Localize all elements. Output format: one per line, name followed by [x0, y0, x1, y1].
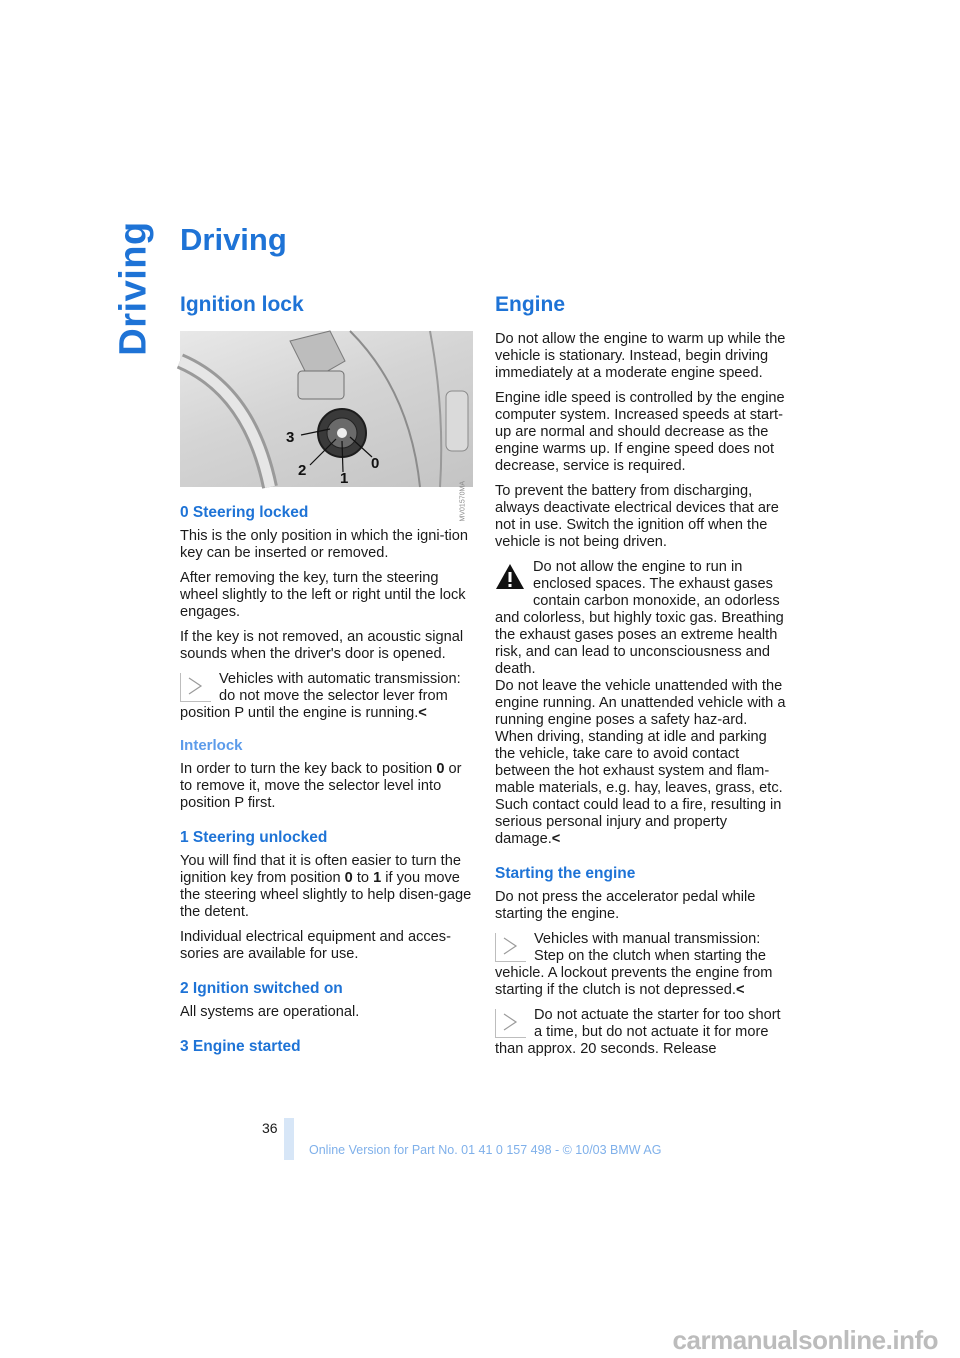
- note-arrow-icon: [495, 933, 526, 962]
- engine-started-heading: 3 Engine started: [180, 1038, 301, 1055]
- warning-text-2: Do not leave the vehicle unattended with the engine running. An unattended vehicle with a running engine poses a safety haz-ard.: [495, 678, 786, 728]
- watermark: carmanualsonline.info: [672, 1325, 938, 1355]
- side-section-title-text: Driving: [112, 220, 155, 356]
- side-section-title: [112, 220, 156, 356]
- left-column: [180, 291, 472, 1062]
- engine-text-3: To prevent the battery from discharging, always deactivate electrical devices that are not in use. Switch the ignition off when the vehicle is not being driven.: [495, 483, 779, 550]
- warning-text-1: Do not allow the engine to run in enclosed spaces. The exhaust gases contain carbon monoxide, an odorless and colorless, but highly toxic gas. Breathing the exhaust gases poses an extreme health risk, and can lead to unconsciousness and death.: [495, 559, 784, 677]
- starting-engine-heading: Starting the engine: [495, 865, 636, 882]
- engine-text-2: Engine idle speed is controlled by the engine computer system. Increased speeds at start-up are normal and should decrease as the engine warms up. If engine speed does not decrease, service is required.: [495, 390, 785, 474]
- note-arrow-icon: [495, 1009, 526, 1038]
- page-number: 36: [262, 1120, 278, 1136]
- ignition-lock-heading: Ignition lock: [180, 293, 304, 316]
- steering-locked-text-3: If the key is not removed, an acoustic signal sounds when the driver's door is opened.: [180, 629, 464, 662]
- starter-note-text: Do not actuate the starter for too short a time, but do not actuate it for more than approx. 20 seconds. Release: [495, 1007, 781, 1057]
- steering-unlocked-text-2: Individual electrical equipment and acces-sories are available for use.: [180, 929, 451, 962]
- warning-triangle-icon: [495, 563, 525, 593]
- footer-text: Online Version for Part No. 01 41 0 157 498 - © 10/03 BMW AG: [309, 1143, 662, 1157]
- automatic-transmission-note-text: Vehicles with automatic transmission: do not move the selector lever from position P until the engine is running.: [180, 671, 461, 721]
- ignition-lock-illustration: [180, 331, 473, 487]
- steering-locked-text-1: This is the only position in which the igni-tion key can be inserted or removed.: [180, 528, 468, 561]
- figure-label-2: 2: [298, 462, 307, 479]
- manual-transmission-note: [495, 931, 787, 999]
- steering-unlocked-heading: 1 Steering unlocked: [180, 829, 328, 846]
- ignition-on-text: All systems are operational.: [180, 1004, 360, 1020]
- page-title: Driving: [180, 222, 287, 257]
- end-mark: <: [735, 982, 745, 998]
- interlock-text: In order to turn the key back to position 0 or to remove it, move the selector level into position P first.: [180, 761, 462, 811]
- figure-label-3: 3: [286, 429, 295, 446]
- end-mark: <: [418, 705, 427, 721]
- starting-engine-text: Do not press the accelerator pedal while starting the engine.: [495, 889, 756, 922]
- manual-transmission-note-text: Vehicles with manual transmission: Step on the clutch when starting the vehicle. A lockout prevents the engine from starting if the clutch is not depressed.: [495, 931, 773, 998]
- engine-text-1: Do not allow the engine to warm up while the vehicle is stationary. Instead, begin driving immediately at a moderate engine speed.: [495, 331, 786, 381]
- figure-label-1: 1: [340, 470, 349, 487]
- steering-locked-text-2: After removing the key, turn the steering wheel slightly to the left or right until the lock engages.: [180, 570, 466, 620]
- steering-unlocked-text-1: You will find that it is often easier to turn the ignition key from position 0 to 1 if you move the steering wheel slightly to help disen-gage the detent.: [180, 853, 472, 920]
- note-arrow-icon: [180, 673, 211, 702]
- figure-label-0: 0: [371, 455, 380, 472]
- automatic-transmission-note: [180, 671, 472, 722]
- ignition-on-heading: 2 Ignition switched on: [180, 980, 343, 997]
- engine-heading: Engine: [495, 293, 566, 316]
- steering-locked-heading: 0 Steering locked: [180, 504, 309, 521]
- footer-bar: [284, 1118, 294, 1160]
- interlock-heading: Interlock: [180, 737, 243, 754]
- starter-note: [495, 1007, 787, 1058]
- right-column: [495, 291, 787, 1066]
- exhaust-warning: [495, 559, 787, 848]
- warning-text-3: When driving, standing at idle and parking the vehicle, take care to avoid contact between the hot exhaust system and flam-mable materials, e.g. hay, leaves, grass, etc. Such contact could lead to a fire, resulting in serious personal injury and property damage.: [495, 729, 783, 847]
- figure-code: MV01570MA: [459, 481, 466, 522]
- end-mark: <: [551, 831, 561, 847]
